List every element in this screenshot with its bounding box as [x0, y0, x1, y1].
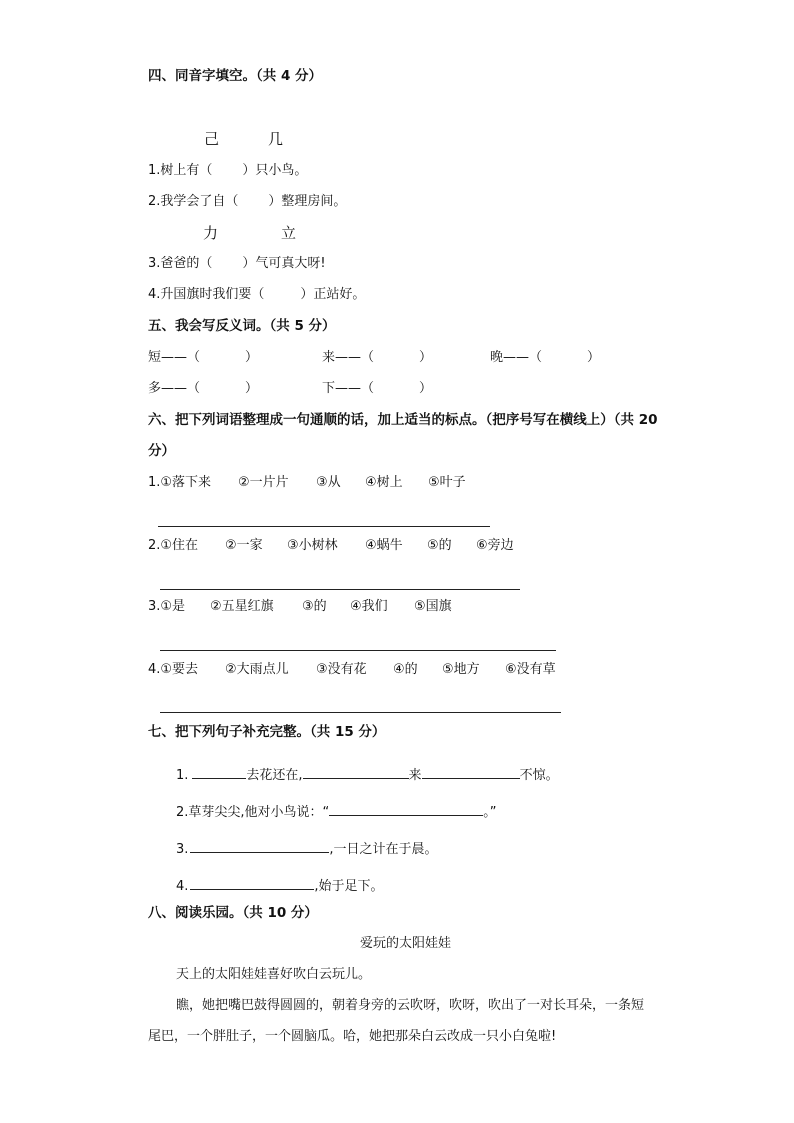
fill-blank[interactable]	[422, 765, 520, 779]
fill-blank[interactable]	[192, 765, 246, 779]
sentence-text: 。”	[483, 805, 497, 820]
s7-question-4	[176, 876, 384, 895]
homophone-char-1: 己	[204, 130, 220, 148]
word-option: ②一家	[225, 538, 263, 553]
word-option: ③的	[302, 599, 327, 614]
antonym-dash: ——（	[161, 381, 201, 396]
homophone-char-2: 几	[268, 130, 284, 148]
section-5-heading: 五、我会写反义词。（共 5 分）	[148, 318, 336, 334]
answer-line-1[interactable]	[158, 526, 490, 527]
antonym-char: 晚	[490, 350, 504, 365]
q4-prefix: 4.升国旗时我们要（	[148, 287, 265, 302]
antonym-item-3	[490, 350, 600, 366]
q-number: 4.	[176, 879, 189, 894]
q4-suffix: ）正站好。	[300, 287, 366, 302]
antonym-item-2	[322, 350, 432, 366]
fill-blank[interactable]	[190, 876, 314, 890]
word-option: 2.①住在	[148, 538, 199, 553]
antonym-item-4	[148, 381, 258, 397]
antonym-item-1	[148, 350, 258, 366]
antonym-char: 多	[148, 381, 162, 396]
fill-blank[interactable]	[190, 839, 329, 853]
antonym-close: ）	[245, 381, 259, 396]
section-4-heading: 四、同音字填空。（共 4 分）	[148, 68, 323, 84]
s4-question-2	[148, 194, 346, 210]
q3-suffix: ）气可真大呀!	[242, 256, 326, 271]
word-option: ⑥旁边	[476, 538, 514, 553]
antonym-char: 短	[148, 350, 162, 365]
antonym-char: 下	[322, 381, 336, 396]
word-option: ④树上	[365, 475, 403, 490]
antonym-dash: ——（	[335, 381, 375, 396]
q2-suffix: ）整理房间。	[268, 194, 347, 209]
word-option: ③从	[316, 475, 341, 490]
word-option: ②大雨点儿	[225, 662, 289, 677]
fill-blank[interactable]	[303, 765, 409, 779]
answer-line-4[interactable]	[160, 712, 561, 713]
section-6-heading-cont: 分）	[148, 443, 175, 459]
word-option: ⑤的	[427, 538, 452, 553]
q-number: 3.	[176, 842, 189, 857]
s4-question-3	[148, 256, 326, 272]
word-option: ④的	[393, 662, 418, 677]
poem-text: 来	[408, 768, 422, 783]
sentence-text: ,一日之计在于晨。	[329, 842, 438, 857]
fill-blank[interactable]	[329, 802, 483, 816]
s7-question-1	[176, 765, 559, 784]
antonym-close: ）	[587, 350, 601, 365]
antonym-dash: ——（	[503, 350, 543, 365]
section-6-heading: 六、把下列词语整理成一句通顺的话，加上适当的标点。（把序号写在横线上）（共 20	[148, 412, 658, 428]
s7-question-3	[176, 839, 438, 858]
antonym-item-5	[322, 381, 432, 397]
word-option: ⑤叶子	[428, 475, 466, 490]
q-number: 1.	[176, 768, 189, 783]
word-option: 3.①是	[148, 599, 186, 614]
sentence-text: ,始于足下。	[314, 879, 384, 894]
reading-title: 爱玩的太阳娃娃	[360, 936, 452, 951]
s7-question-2	[176, 802, 497, 821]
reading-paragraph-2-line-2: 尾巴，一个胖肚子，一个圆脑瓜。哈，她把那朵白云改成一只小白兔啦!	[148, 1029, 557, 1044]
q1-prefix: 1.树上有（	[148, 163, 213, 178]
q1-suffix: ）只小鸟。	[242, 163, 308, 178]
word-option: 4.①要去	[148, 662, 199, 677]
antonym-close: ）	[419, 350, 433, 365]
s4-question-4	[148, 287, 365, 303]
q2-prefix: 2.我学会了自（	[148, 194, 239, 209]
word-option: ②五星红旗	[210, 599, 274, 614]
word-option: ③小树林	[287, 538, 338, 553]
answer-line-2[interactable]	[160, 589, 520, 590]
s4-question-1	[148, 163, 307, 179]
word-option: ②一片片	[238, 475, 289, 490]
poem-text: 不惊。	[519, 768, 559, 783]
word-option: ⑥没有草	[505, 662, 556, 677]
word-option: ④蜗牛	[365, 538, 403, 553]
word-option: 1.①落下来	[148, 475, 212, 490]
word-option: ③没有花	[316, 662, 367, 677]
poem-text: 去花还在,	[246, 768, 303, 783]
section-8-heading: 八、阅读乐园。（共 10 分）	[148, 905, 318, 921]
sentence-text: 2.草芽尖尖,他对小鸟说：“	[176, 805, 330, 820]
word-option: ⑤国旗	[414, 599, 452, 614]
section-7-heading: 七、把下列句子补充完整。（共 15 分）	[148, 724, 386, 740]
homophone-char-3: 力	[203, 224, 219, 242]
answer-line-3[interactable]	[160, 650, 556, 651]
reading-paragraph-1: 天上的太阳娃娃喜好吹白云玩儿。	[176, 967, 372, 982]
antonym-dash: ——（	[335, 350, 375, 365]
antonym-close: ）	[419, 381, 433, 396]
reading-paragraph-2-line-1: 瞧，她把嘴巴鼓得圆圆的，朝着身旁的云吹呀，吹呀，吹出了一对长耳朵，一条短	[176, 998, 645, 1013]
q3-prefix: 3.爸爸的（	[148, 256, 213, 271]
homophone-char-4: 立	[281, 224, 297, 242]
antonym-dash: ——（	[161, 350, 201, 365]
antonym-char: 来	[322, 350, 336, 365]
antonym-close: ）	[245, 350, 259, 365]
word-option: ④我们	[350, 599, 388, 614]
word-option: ⑤地方	[442, 662, 480, 677]
